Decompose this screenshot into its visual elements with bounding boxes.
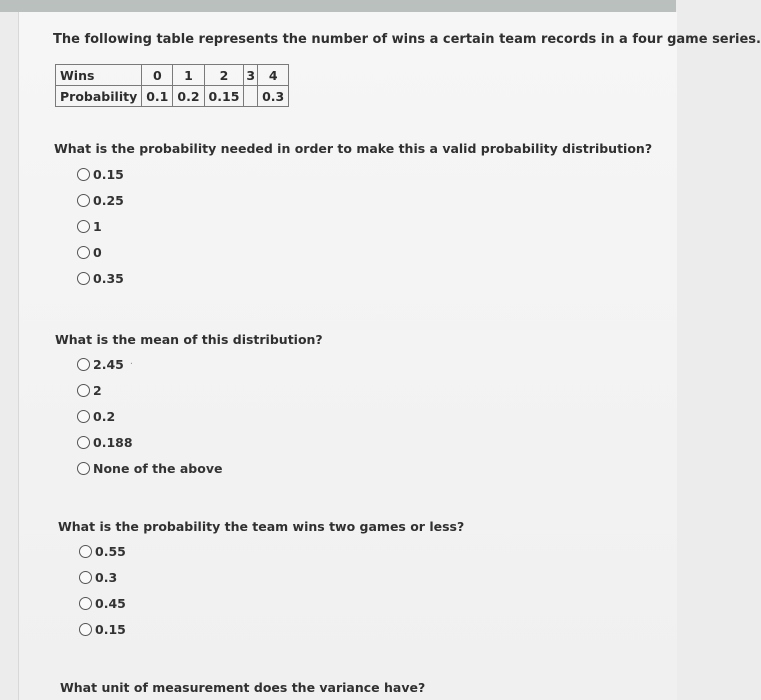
q1-option-4[interactable] xyxy=(77,239,124,265)
option-label: 0.2 xyxy=(93,408,116,424)
option-label: 0.55 xyxy=(95,543,126,559)
question-4-text: What unit of measurement does the variance have? xyxy=(60,680,426,695)
q3-option-4[interactable] xyxy=(79,616,126,642)
radio-unselected-icon[interactable] xyxy=(77,194,90,207)
table-header-probability: Probability xyxy=(56,86,142,107)
probability-table xyxy=(55,64,289,107)
table-cell-win-2: 2 xyxy=(204,65,244,86)
question-3-text: What is the probability the team wins two games or less? xyxy=(58,519,465,534)
option-label: 0.188 xyxy=(93,434,133,450)
radio-unselected-icon[interactable] xyxy=(79,571,92,584)
option-label: 2.45 xyxy=(93,356,124,372)
table-cell-win-0: 0 xyxy=(142,65,173,86)
radio-unselected-icon[interactable] xyxy=(79,623,92,636)
radio-unselected-icon[interactable] xyxy=(77,246,90,259)
q2-option-4[interactable] xyxy=(77,429,222,455)
table-cell-prob-2: 0.15 xyxy=(204,86,244,107)
table-row-probability xyxy=(56,86,289,107)
radio-unselected-icon[interactable] xyxy=(77,168,90,181)
radio-unselected-icon[interactable] xyxy=(79,545,92,558)
radio-unselected-icon[interactable] xyxy=(77,358,90,371)
option-label: None of the above xyxy=(93,460,223,476)
q3-option-2[interactable] xyxy=(79,564,126,590)
radio-unselected-icon[interactable] xyxy=(77,384,90,397)
q2-option-3[interactable] xyxy=(77,403,222,429)
table-cell-prob-0: 0.1 xyxy=(142,86,173,107)
table-cell-win-4: 4 xyxy=(258,65,289,86)
q1-option-5[interactable] xyxy=(77,265,124,291)
question-1-text: What is the probability needed in order to make this a valid probability distribution? xyxy=(54,141,653,156)
option-label: 2 xyxy=(93,382,102,398)
q3-option-3[interactable] xyxy=(79,590,126,616)
q2-option-1[interactable] xyxy=(77,351,222,377)
q3-option-1[interactable] xyxy=(79,538,126,564)
radio-unselected-icon[interactable] xyxy=(77,272,90,285)
q1-option-3[interactable] xyxy=(77,213,124,239)
table-cell-win-3: 3 xyxy=(244,65,258,86)
radio-unselected-icon[interactable] xyxy=(77,410,90,423)
q2-option-5[interactable] xyxy=(77,455,222,481)
table-row-wins xyxy=(56,65,289,86)
option-label: 0.35 xyxy=(93,270,124,286)
quiz-page xyxy=(18,12,761,700)
q1-option-1[interactable] xyxy=(77,161,124,187)
option-label: 0.45 xyxy=(95,595,126,611)
radio-unselected-icon[interactable] xyxy=(77,462,90,475)
table-cell-win-1: 1 xyxy=(173,65,204,86)
option-label: 0.25 xyxy=(93,192,124,208)
radio-unselected-icon[interactable] xyxy=(77,436,90,449)
table-cell-prob-1: 0.2 xyxy=(173,86,204,107)
option-label: 1 xyxy=(93,218,102,234)
question-3-options xyxy=(79,538,126,642)
option-label: 0 xyxy=(93,244,102,260)
option-label: 0.15 xyxy=(93,166,124,182)
option-label: 0.3 xyxy=(95,569,118,585)
radio-unselected-icon[interactable] xyxy=(79,597,92,610)
option-label: 0.15 xyxy=(95,621,126,637)
stray-mark: · xyxy=(129,358,134,370)
question-2-options xyxy=(77,351,222,481)
question-1-options xyxy=(77,161,124,291)
intro-text: The following table represents the number of wins a certain team records in a four game series. xyxy=(53,32,761,47)
q2-option-2[interactable] xyxy=(77,377,222,403)
top-window-strip xyxy=(0,0,676,12)
table-header-wins: Wins xyxy=(56,65,142,86)
table-cell-prob-4: 0.3 xyxy=(258,86,289,107)
question-2-text: What is the mean of this distribution? xyxy=(55,332,323,347)
q1-option-2[interactable] xyxy=(77,187,124,213)
radio-unselected-icon[interactable] xyxy=(77,220,90,233)
table-cell-prob-3 xyxy=(244,86,258,107)
